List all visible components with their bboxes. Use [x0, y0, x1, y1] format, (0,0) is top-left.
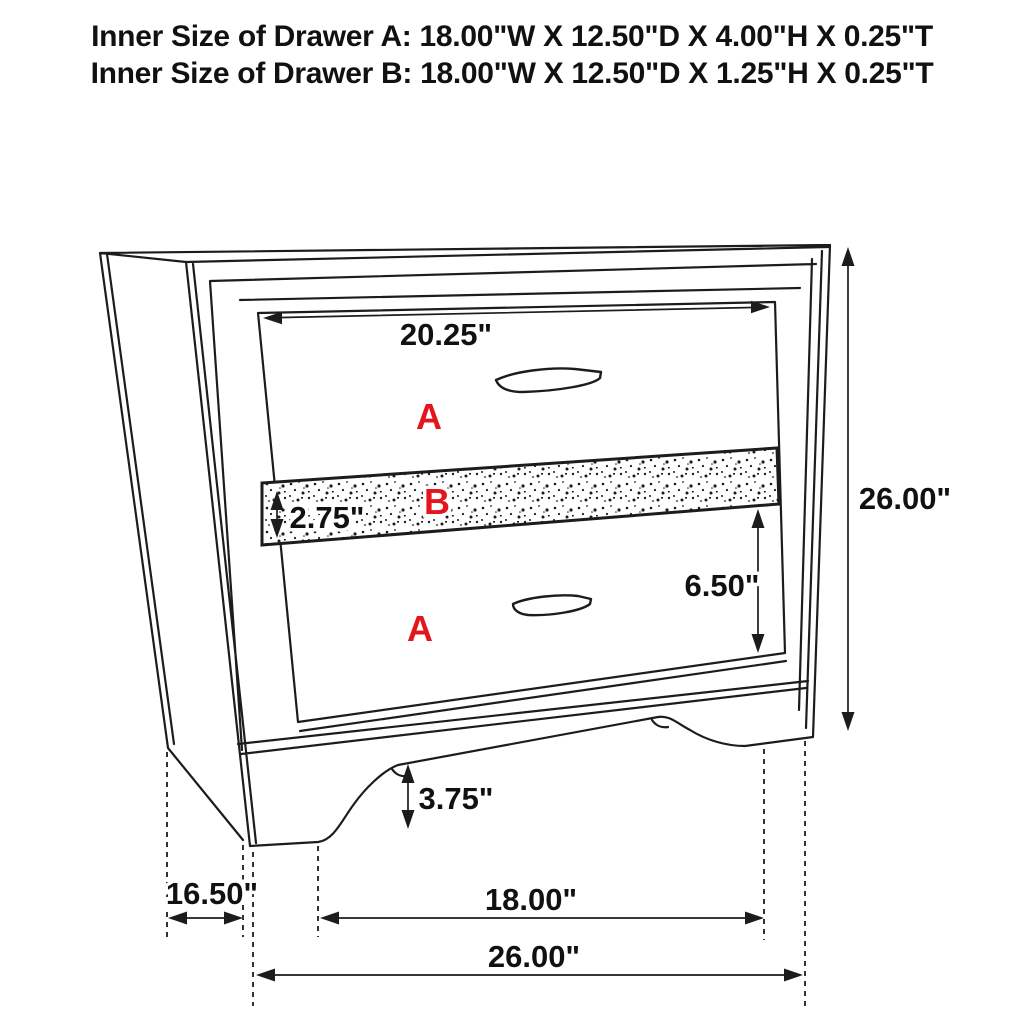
dimension-lines — [186, 264, 848, 975]
header-line-1: Inner Size of Drawer A: 18.00"W X 12.50"D X 4.00"H X 0.25"T — [91, 20, 933, 53]
dim-label-between-legs: 18.00" — [484, 882, 578, 917]
dimension-labels — [166, 317, 951, 974]
drawer-handle-bottom — [513, 595, 591, 615]
drawer-handle-top — [496, 368, 601, 392]
dim-label-bottom-drawer-height: 6.50" — [684, 568, 760, 603]
header — [91, 20, 934, 90]
drawer-label-a-top: A — [416, 396, 442, 437]
dim-label-side-depth: 16.50" — [165, 876, 259, 911]
dim-label-overall-width: 26.00" — [487, 939, 581, 974]
dim-label-overall-height: 26.00" — [858, 481, 952, 516]
dim-label-opening-width: 20.25" — [399, 317, 493, 352]
band-label-b: B — [424, 481, 450, 522]
dim-label-band-height: 2.75" — [289, 500, 365, 535]
dim-label-leg-height: 3.75" — [418, 781, 494, 816]
drawer-label-a-bottom: A — [407, 608, 433, 649]
header-line-2: Inner Size of Drawer B: 18.00"W X 12.50"D X 1.25"H X 0.25"T — [90, 57, 934, 90]
dimension-arrowheads — [165, 247, 855, 982]
